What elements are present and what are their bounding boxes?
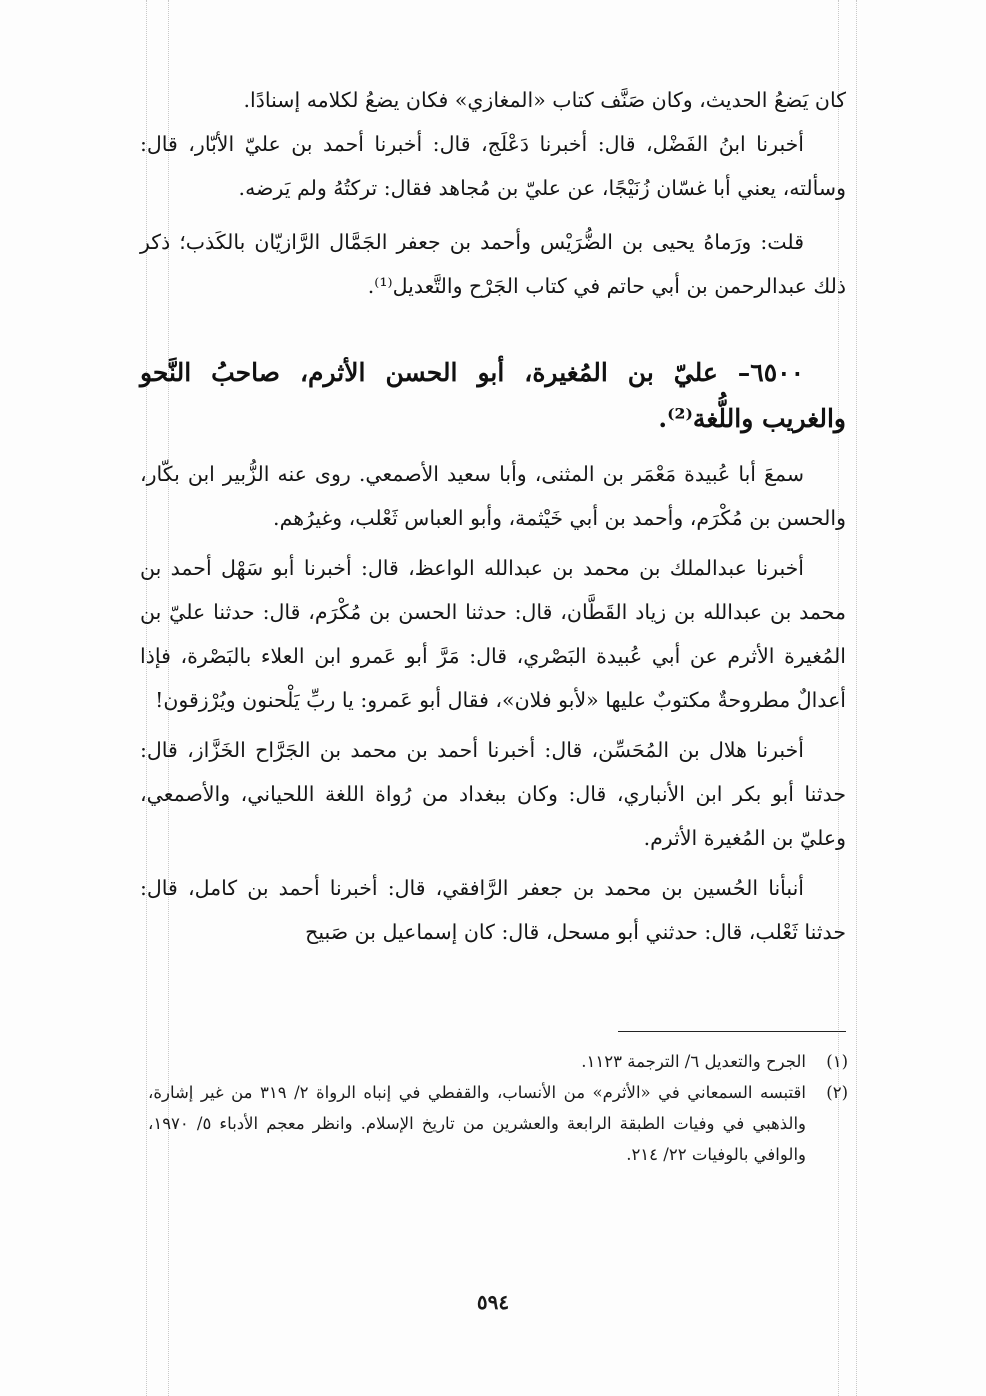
paragraph: أخبرنا عبدالملك بن محمد بن عبدالله الواعظ، قال: أخبرنا أبو سَهْل أحمد بن محمد بن عبدالله بن زياد القَطَّان، قال: حدثنا الحسن بن مُكْرَم، قال: حدثنا عليّ بن المُغيرة الأثرم عن أبي عُبيدة البَصْري، قال: مَرَّ أبو عَمرو ابن العلاء بالبَصْرة، فإذا أعدالٌ مطروحةٌ مكتوبٌ عليها «لأبو فلان»، فقال أبو عَمرو: يا ربِّ يَلْحنون ويُرْزقون! bbox=[140, 556, 846, 712]
page-number: ٥٩٤ bbox=[476, 1290, 510, 1314]
entry-heading: ٦٥٠٠– عليّ بن المُغيرة، أبو الحسن الأثرم، صاحبُ النَّحو والغريب واللُّغة⁽²⁾. bbox=[140, 358, 846, 433]
body-text-top bbox=[140, 78, 846, 308]
footnote-number: (١) bbox=[826, 1052, 848, 1071]
paragraph: سمعَ أبا عُبيدة مَعْمَر بن المثنى، وأبا سعيد الأصمعي. روى عنه الزُّبير ابن بكّار، والحسن بن مُكْرَم، وأحمد بن أبي خَيْثمة، وأبو العباس ثَعْلب، وغيرُهم. bbox=[140, 462, 846, 530]
paragraph: أنبأنا الحُسين بن محمد بن جعفر الرَّافقي، قال: أخبرنا أحمد بن كامل، قال: حدثنا ثَعْلب، قال: حدثني أبو مسحل، قال: كان إسماعيل بن صَبيح bbox=[140, 876, 846, 944]
footnote-text: الجرح والتعديل ٦/ الترجمة ١١٢٣. bbox=[581, 1052, 806, 1071]
footnote-item bbox=[148, 1077, 848, 1170]
scan-artifact-line bbox=[856, 0, 858, 1396]
footnotes bbox=[148, 1046, 848, 1170]
paragraph: أخبرنا هلال بن المُحَسِّن، قال: أخبرنا أحمد بن محمد بن الجَرَّاح الخَزَّاز، قال: حدثنا أبو بكر ابن الأنباري، قال: وكان ببغداد من رُواة اللغة اللحياني، والأصمعي، وعليّ بن المُغيرة الأثرم. bbox=[140, 738, 846, 850]
footnote-separator bbox=[618, 1031, 846, 1032]
paragraph: كان يَضعُ الحديث، وكان صَنَّف كتاب «المغازي» فكان يضعُ لكلامه إسنادًا. bbox=[243, 88, 846, 112]
footnote-item bbox=[148, 1046, 848, 1077]
footnote-text: اقتبسه السمعاني في «الأثرم» من الأنساب، والقفطي في إنباه الرواة ٢/ ٣١٩ من غير إشارة، والذهبي في وفيات الطبقة الرابعة والعشرين من تاريخ الإسلام. وانظر معجم الأدباء ٥/ ١٩٧٠، والوافي بالوفيات ٢٢/ ٢١٤. bbox=[148, 1083, 806, 1164]
paragraph: قلت: ورَماهُ يحيى بن الضُّرَيْس وأحمد بن جعفر الجَمَّال الرَّازيّان بالكَذب؛ ذكر ذلك عبدالرحمن بن أبي حاتم في كتاب الجَرْح والتَّعديل⁽¹⁾. bbox=[140, 230, 846, 298]
paragraph: أخبرنا ابنُ الفَضْل، قال: أخبرنا دَعْلَج، قال: أخبرنا أحمد بن عليّ الأبّار، قال: وسألته، يعني أبا غسّان زُنَيْجًا، عن عليّ بن مُجاهد فقال: تركتُهُ ولم يَرضه. bbox=[140, 132, 846, 200]
body-text-bottom bbox=[140, 452, 846, 954]
footnote-number: (٢) bbox=[826, 1083, 848, 1102]
